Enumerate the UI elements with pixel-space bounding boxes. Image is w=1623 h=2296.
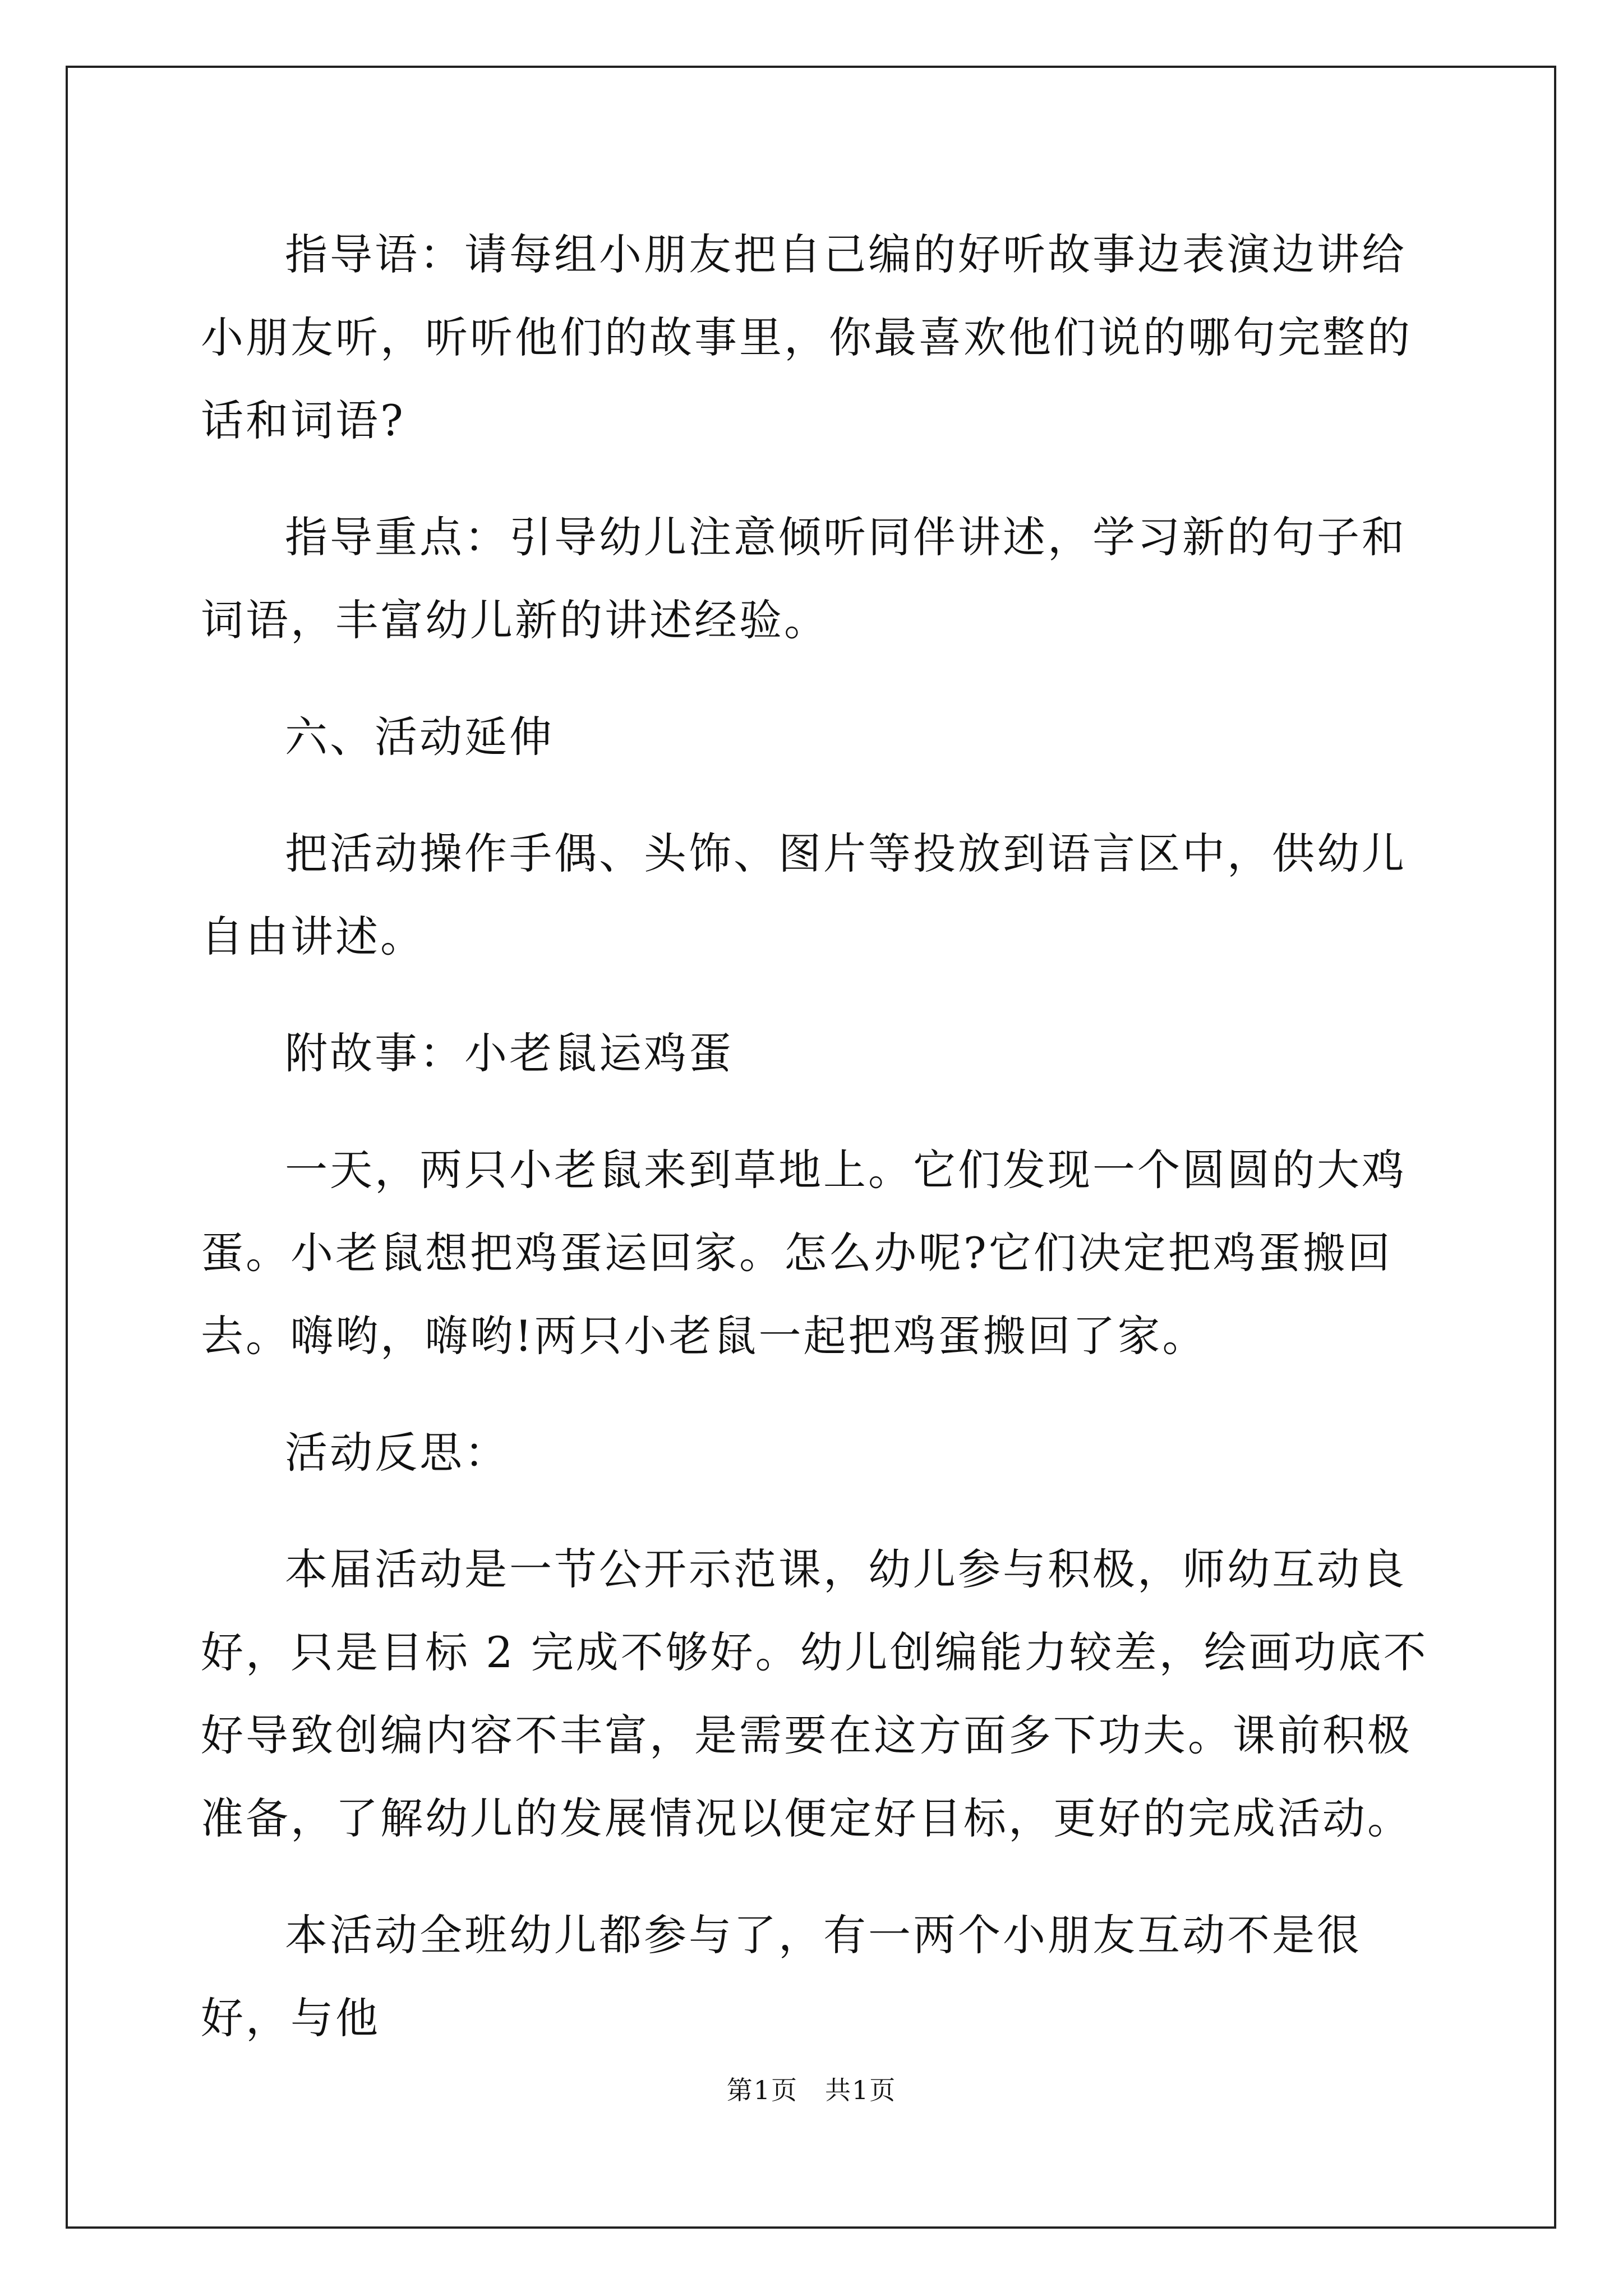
document-body: [201, 213, 1429, 2093]
section-heading-reflection: 活动反思：: [285, 1428, 509, 1478]
page-number-footer: 第1页 共1页: [726, 2075, 897, 2105]
paragraph-extension: 把活动操作手偶、头饰、图片等投放到语言区中，供幼儿自由讲述。: [201, 829, 1407, 961]
paragraph-guidance: 指导语：请每组小朋友把自己编的好听故事边表演边讲给小朋友听，听听他们的故事里，你最喜欢他们说的哪句完整的话和词语?: [201, 229, 1412, 445]
paragraph-guidance-focus: 指导重点：引导幼儿注意倾听同伴讲述，学习新的句子和词语，丰富幼儿新的讲述经验。: [201, 512, 1407, 645]
story-title: 附故事：小老鼠运鸡蛋: [285, 1028, 734, 1078]
paragraph-story: 一天，两只小老鼠来到草地上。它们发现一个圆圆的大鸡蛋。小老鼠想把鸡蛋运回家。怎么办呢?它们决定把鸡蛋搬回去。嗨哟，嗨哟!两只小老鼠一起把鸡蛋搬回了家。: [201, 1145, 1407, 1361]
section-heading-extension: 六、活动延伸: [285, 712, 554, 762]
paragraph-reflection-1: 本届活动是一节公开示范课，幼儿参与积极，师幼互动良好，只是目标 2 完成不够好。幼儿创编能力较差，绘画功底不好导致创编内容不丰富，是需要在这方面多下功夫。课前积极准备，了解幼儿的发展情况以便定好目标，更好的完成活动。: [201, 1544, 1428, 1843]
paragraph-reflection-2: 本活动全班幼儿都参与了，有一两个小朋友互动不是很好，与他: [201, 1910, 1362, 2043]
